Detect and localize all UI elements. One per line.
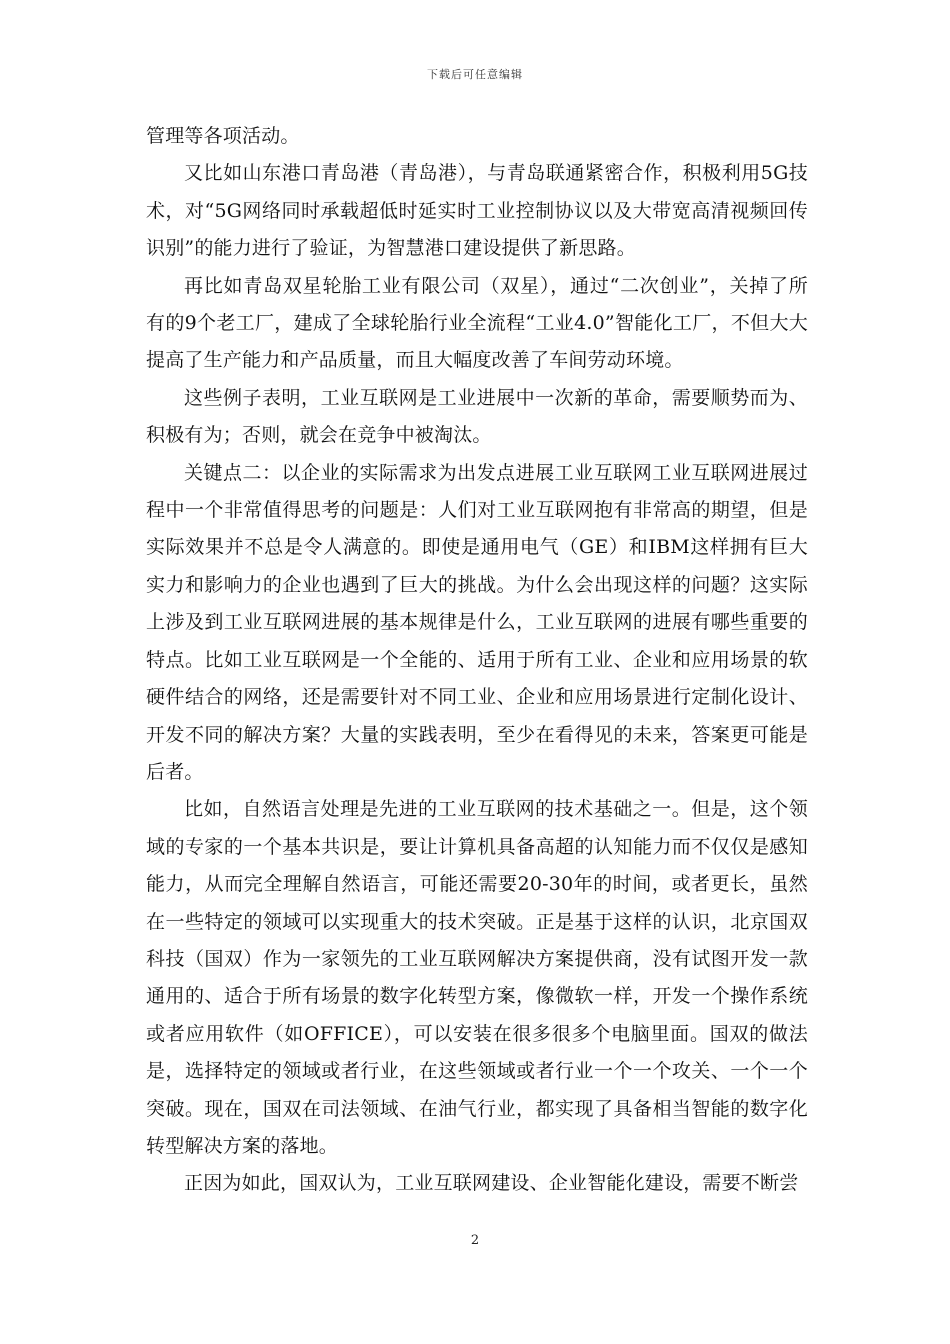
document-body [146,118,808,1203]
paragraph-key-point-two: 关键点二：以企业的实际需求为出发点进展工业互联网工业互联网进展过程中一个非常值得思考的问题是：人们对工业互联网抱有非常高的期望，但是实际效果并不总是令人满意的。即使是通用电气（GE）和IBM这样拥有巨大实力和影响力的企业也遇到了巨大的挑战。为什么会出现这样的问题？这实际上涉及到工业互联网进展的基本规律是什么，工业互联网的进展有哪些重要的特点。比如工业互联网是一个全能的、适用于所有工业、企业和应用场景的软硬件结合的网络，还是需要针对不同工业、企业和应用场景进行定制化设计、开发不同的解决方案？大量的实践表明，至少在看得见的未来，答案更可能是后者。 [146,461,808,783]
page-number: 2 [470,1233,480,1248]
paragraph-gridsum-view: 正因为如此，国双认为，工业互联网建设、企业智能化建设，需要不断尝 [184,1172,799,1195]
paragraph-qingdao-port: 又比如山东港口青岛港（青岛港），与青岛联通紧密合作，积极利用5G技术，对“5G网络同时承载超低时延实时工业控制协议以及大带宽高清视频回传识别”的能力进行了验证，为智慧港口建设提供了新思路。 [146,162,808,260]
paragraph-continued: 管理等各项活动。 [146,125,300,147]
paragraph-double-star: 再比如青岛双星轮胎工业有限公司（双星），通过“二次创业”，关掉了所有的9个老工厂，建成了全球轮胎行业全流程“工业4.0”智能化工厂，不但大大提高了生产能力和产品质量，而且大幅度改善了车间劳动环境。 [146,274,808,372]
page-header: 下载后可任意编辑 [427,68,523,81]
paragraph-examples-conclusion: 这些例子表明，工业互联网是工业进展中一次新的革命，需要顺势而为、积极有为；否则，就会在竞争中被淘汰。 [146,386,808,447]
paragraph-nlp-example: 比如，自然语言处理是先进的工业互联网的技术基础之一。但是，这个领域的专家的一个基本共识是，要让计算机具备高超的认知能力而不仅仅是感知能力，从而完全理解自然语言，可能还需要20-30年的时间，或者更长，虽然在一些特定的领域可以实现重大的技术突破。正是基于这样的认识，北京国双科技（国双）作为一家领先的工业互联网解决方案提供商，没有试图开发一款通用的、适合于所有场景的数字化转型方案，像微软一样，开发一个操作系统或者应用软件（如OFFICE），可以安装在很多很多个电脑里面。国双的做法是，选择特定的领域或者行业，在这些领域或者行业一个一个攻关、一个一个突破。现在，国双在司法领域、在油气行业，都实现了具备相当智能的数字化转型解决方案的落地。 [146,798,808,1157]
